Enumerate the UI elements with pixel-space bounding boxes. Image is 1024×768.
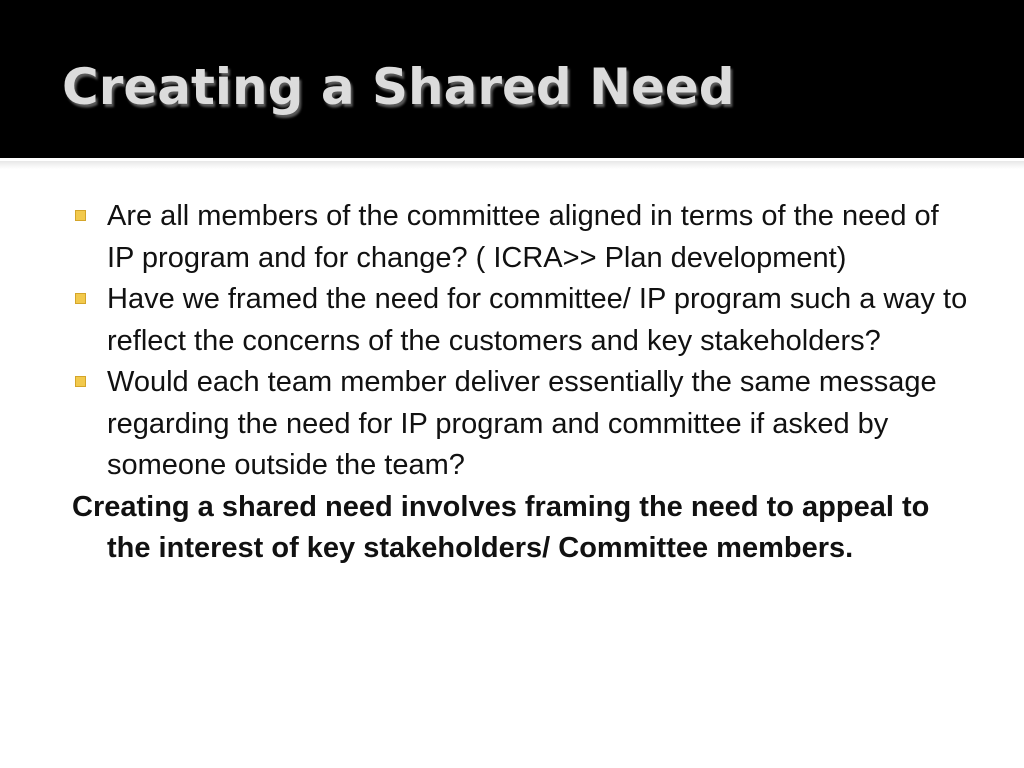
bullet-item bbox=[72, 196, 972, 279]
slide-title: Creating a Shared Need bbox=[62, 58, 735, 116]
bullet-item bbox=[72, 362, 972, 487]
square-bullet-icon bbox=[75, 293, 86, 304]
bullet-item bbox=[72, 279, 972, 362]
bullet-text: Have we framed the need for committee/ IP program such a way to reflect the concerns of the customers and key stakeholders? bbox=[107, 283, 968, 357]
bullet-list bbox=[72, 196, 972, 487]
bullet-text: Would each team member deliver essentially the same message regarding the need for IP program and committee if asked by someone outside the team? bbox=[107, 366, 937, 481]
slide-content bbox=[72, 196, 972, 570]
square-bullet-icon bbox=[75, 376, 86, 387]
square-bullet-icon bbox=[75, 210, 86, 221]
bullet-text: Are all members of the committee aligned in terms of the need of IP program and for change? ( ICRA>> Plan development) bbox=[107, 200, 939, 274]
summary-statement: Creating a shared need involves framing the need to appeal to the interest of key stakeholders/ Committee members. bbox=[72, 490, 930, 564]
title-bar bbox=[0, 0, 1024, 158]
title-divider-shadow bbox=[0, 161, 1024, 169]
